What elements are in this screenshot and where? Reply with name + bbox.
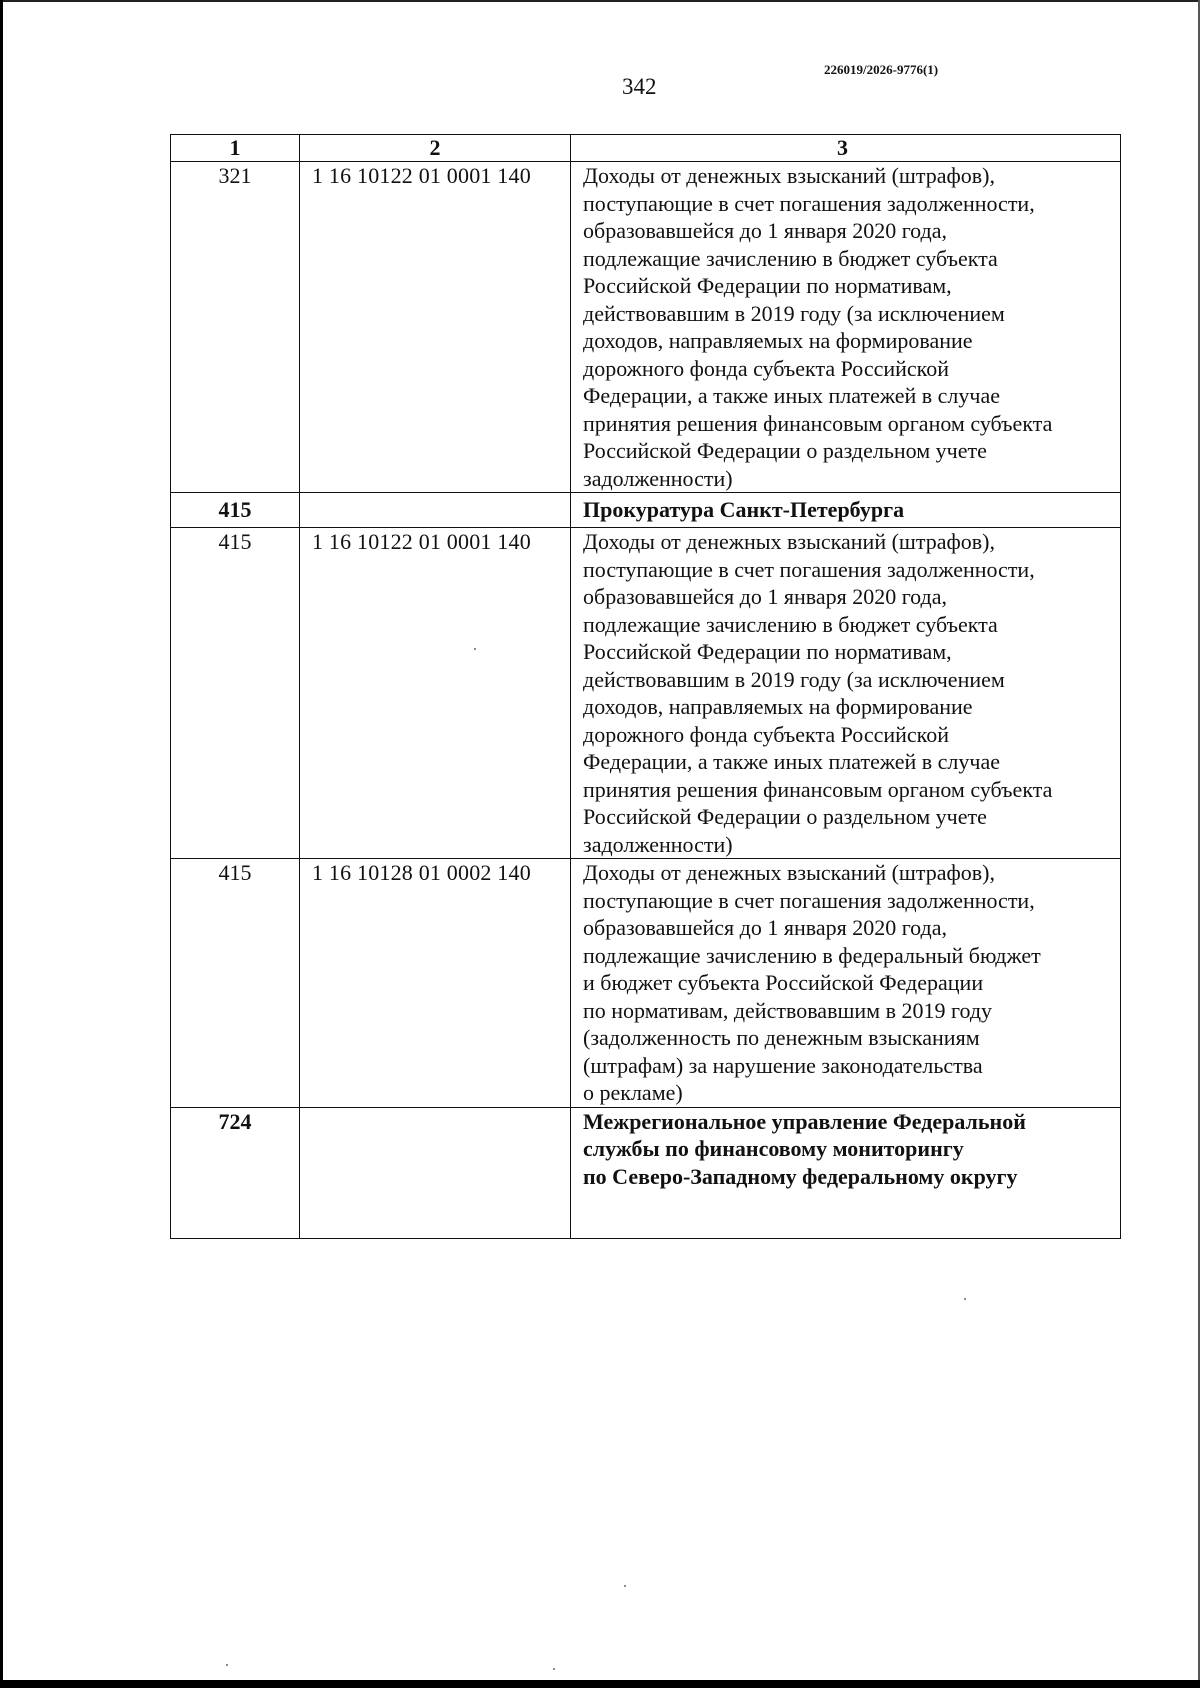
scan-edge-left — [0, 0, 3, 1688]
row-organization-name: Прокуратура Санкт-Петербурга — [571, 493, 1121, 528]
page-number: 342 — [622, 74, 657, 99]
scan-speck — [624, 1585, 626, 1587]
row-admin-code: 724 — [171, 1107, 300, 1238]
scan-edge-top — [0, 0, 1200, 2]
table-row — [171, 493, 1121, 528]
scan-speck — [474, 648, 476, 650]
row-organization-name: Межрегиональное управление Федеральной службы по финансовому мониторингу по Северо-Западному федеральному округу — [571, 1107, 1121, 1238]
table-row — [171, 1107, 1121, 1238]
row-description: Доходы от денежных взысканий (штрафов), поступающие в счет погашения задолженности, образовавшейся до 1 января 2020 года, подлежащие зачислению в бюджет субъекта Российской Федерации по нормативам, действовавшим в 2019 году (за исключением доходов, направляемых на формирование дорожного фонда субъекта Российской Федерации, а также иных платежей в случае принятия решения финансовым органом субъекта Российской Федерации о раздельном учете задолженности) — [571, 162, 1121, 493]
row-kbk-code — [300, 1107, 571, 1238]
scan-speck — [553, 1668, 555, 1670]
row-kbk-code: 1 16 10122 01 0001 140 — [300, 162, 571, 493]
row-kbk-code — [300, 493, 571, 528]
table-row — [171, 528, 1121, 859]
scan-speck — [226, 1664, 228, 1666]
document-number: 226019/2026-9776(1) — [824, 62, 939, 77]
row-admin-code: 415 — [171, 859, 300, 1108]
row-description: Доходы от денежных взысканий (штрафов), поступающие в счет погашения задолженности, образовавшейся до 1 января 2020 года, подлежащие зачислению в федеральный бюджет и бюджет субъекта Российской Федерации по нормативам, действовавшим в 2019 году (задолженность по денежным взысканиям (штрафам) за нарушение законодательства о рекламе) — [571, 859, 1121, 1108]
table-header-row — [171, 135, 1121, 162]
row-kbk-code: 1 16 10128 01 0002 140 — [300, 859, 571, 1108]
row-admin-code: 415 — [171, 528, 300, 859]
row-admin-code: 415 — [171, 493, 300, 528]
table-row — [171, 162, 1121, 493]
row-kbk-code: 1 16 10122 01 0001 140 — [300, 528, 571, 859]
table-row — [171, 859, 1121, 1108]
scan-edge-bottom — [0, 1680, 1200, 1688]
scan-speck — [964, 1298, 966, 1300]
budget-code-table — [170, 134, 1121, 1239]
header-col-3: 3 — [571, 135, 1121, 162]
row-description: Доходы от денежных взысканий (штрафов), поступающие в счет погашения задолженности, образовавшейся до 1 января 2020 года, подлежащие зачислению в бюджет субъекта Российской Федерации по нормативам, действовавшим в 2019 году (за исключением доходов, направляемых на формирование дорожного фонда субъекта Российской Федерации, а также иных платежей в случае принятия решения финансовым органом субъекта Российской Федерации о раздельном учете задолженности) — [571, 528, 1121, 859]
row-admin-code: 321 — [171, 162, 300, 493]
header-col-1: 1 — [171, 135, 300, 162]
header-col-2: 2 — [300, 135, 571, 162]
